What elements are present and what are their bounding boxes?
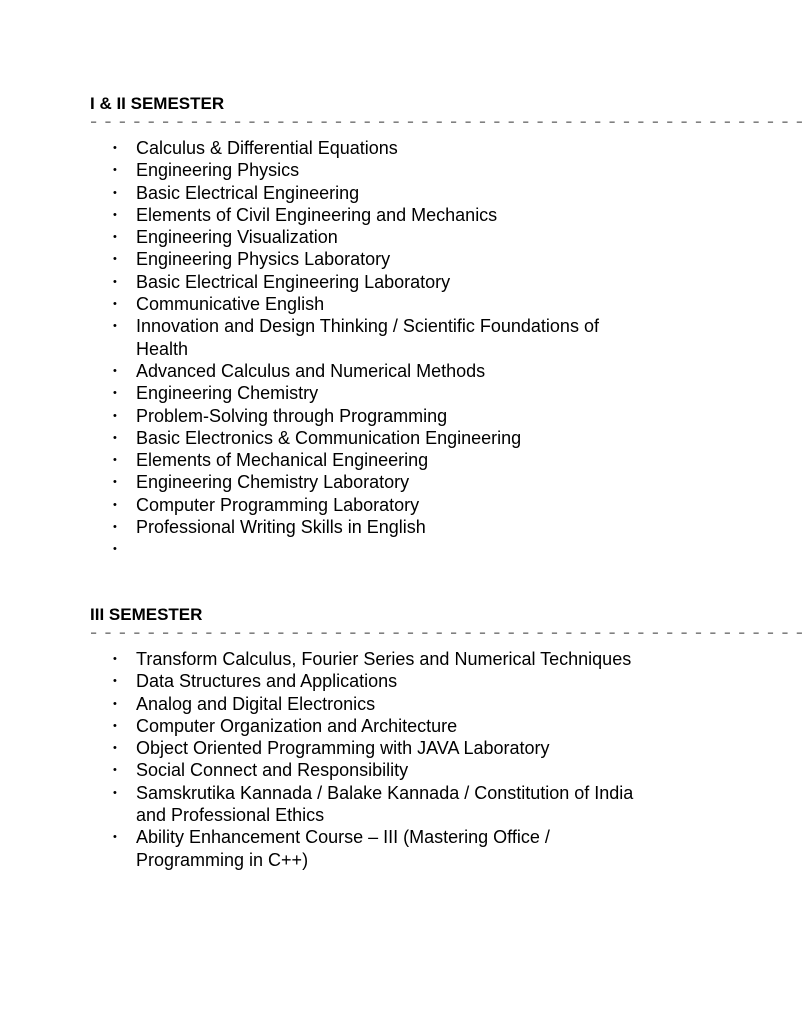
bullet-icon: •: [113, 675, 117, 688]
bullet-icon: •: [113, 719, 117, 732]
dashed-divider: – – – – – – – – – – – – – – – – – – – – – – – – – – – – – – – – – – – – – – – – – – – – – – – – – –: [90, 115, 803, 129]
list-item-text: Samskrutika Kannada / Balake Kannada / Constitution of India and Professional Ethics: [136, 782, 634, 826]
list-item: [113, 226, 690, 248]
bullet-icon: •: [113, 697, 117, 710]
list-item: [113, 382, 690, 404]
list-item-text: Computer Organization and Architecture: [136, 715, 458, 736]
list-item-text: Professional Writing Skills in English: [136, 517, 426, 538]
list-item-text: Basic Electrical Engineering: [136, 182, 360, 203]
bullet-icon: •: [113, 521, 117, 534]
bullet-icon: •: [113, 831, 117, 844]
list-item: [113, 471, 690, 493]
list-item-text: Communicative English: [136, 294, 325, 315]
list-item: [113, 449, 690, 471]
list-item-text: Object Oriented Programming with JAVA Laboratory: [136, 738, 550, 759]
section-heading: III SEMESTER: [90, 605, 203, 624]
list-item-text: Transform Calculus, Fourier Series and Numerical Techniques: [136, 649, 632, 669]
list-item-text: Innovation and Design Thinking / Scientific Foundations of Health: [136, 316, 599, 359]
list-item: [113, 405, 690, 427]
list-item: [113, 826, 690, 871]
list-item: [113, 494, 690, 516]
list-item-text: Basic Electrical Engineering Laboratory: [136, 271, 451, 292]
bullet-icon: •: [113, 454, 117, 467]
list-item-text: Problem-Solving through Programming: [136, 405, 448, 426]
bullet-icon: •: [113, 275, 117, 288]
bullet-icon: •: [113, 320, 117, 333]
list-item-text: Engineering Chemistry: [136, 383, 319, 404]
bullet-icon: •: [113, 742, 117, 755]
list-item-text: Data Structures and Applications: [136, 671, 398, 692]
bullet-icon: •: [113, 476, 117, 489]
bullet-icon: •: [113, 764, 117, 777]
list-item: [113, 670, 690, 692]
course-list: [90, 137, 690, 556]
list-item-text: Advanced Calculus and Numerical Methods: [136, 360, 486, 381]
list-item-text: Engineering Visualization: [136, 227, 338, 248]
list-item: [113, 360, 690, 382]
list-item-text: Engineering Physics: [136, 160, 300, 181]
list-item-text: Social Connect and Responsibility: [136, 760, 409, 781]
list-item-text: Elements of Mechanical Engineering: [136, 450, 429, 471]
dashed-divider: – – – – – – – – – – – – – – – – – – – – – – – – – – – – – – – – – – – – – – – – – – – – – – – – – –: [90, 626, 803, 640]
list-item: [113, 182, 690, 204]
bullet-icon: •: [113, 164, 117, 177]
list-item: [113, 427, 690, 449]
bullet-icon: •: [113, 208, 117, 221]
list-item: [113, 137, 690, 159]
list-item-text: Engineering Chemistry Laboratory: [136, 472, 410, 493]
list-item-text: Computer Programming Laboratory: [136, 494, 420, 515]
section-semester-3: [90, 604, 803, 871]
section-heading: I & II SEMESTER: [90, 94, 225, 113]
list-item-text: Ability Enhancement Course – III (Mastering Office / Programming in C++): [136, 827, 550, 870]
bullet-icon: •: [113, 431, 117, 444]
bullet-icon: •: [113, 387, 117, 400]
course-list: [90, 648, 690, 871]
list-item: [113, 782, 690, 827]
list-item: [113, 737, 690, 759]
bullet-icon: •: [113, 653, 117, 665]
list-item: [113, 204, 690, 226]
list-item-text: Elements of Civil Engineering and Mechanics: [136, 204, 498, 225]
list-item-text: Basic Electronics & Communication Engineering: [136, 427, 522, 448]
bullet-icon: •: [113, 543, 117, 556]
bullet-icon: •: [113, 498, 117, 511]
list-item: [113, 759, 690, 781]
list-item: [113, 516, 690, 538]
list-item-text: Engineering Physics Laboratory: [136, 249, 391, 270]
bullet-icon: •: [113, 364, 117, 377]
bullet-icon: •: [113, 186, 117, 199]
list-item: [113, 293, 690, 315]
bullet-icon: •: [113, 409, 117, 422]
list-item-text: Calculus & Differential Equations: [136, 138, 398, 158]
list-item: [113, 159, 690, 181]
list-item: [113, 271, 690, 293]
list-item: [113, 693, 690, 715]
list-item: [113, 648, 690, 670]
bullet-icon: •: [113, 298, 117, 311]
list-item: [113, 248, 690, 270]
bullet-icon: •: [113, 142, 117, 154]
bullet-icon: •: [113, 253, 117, 266]
list-item-text: Analog and Digital Electronics: [136, 693, 376, 714]
section-semester-1-2: [90, 93, 803, 556]
list-item: [113, 715, 690, 737]
list-item: [113, 315, 690, 360]
bullet-icon: •: [113, 786, 117, 799]
bullet-icon: •: [113, 231, 117, 244]
